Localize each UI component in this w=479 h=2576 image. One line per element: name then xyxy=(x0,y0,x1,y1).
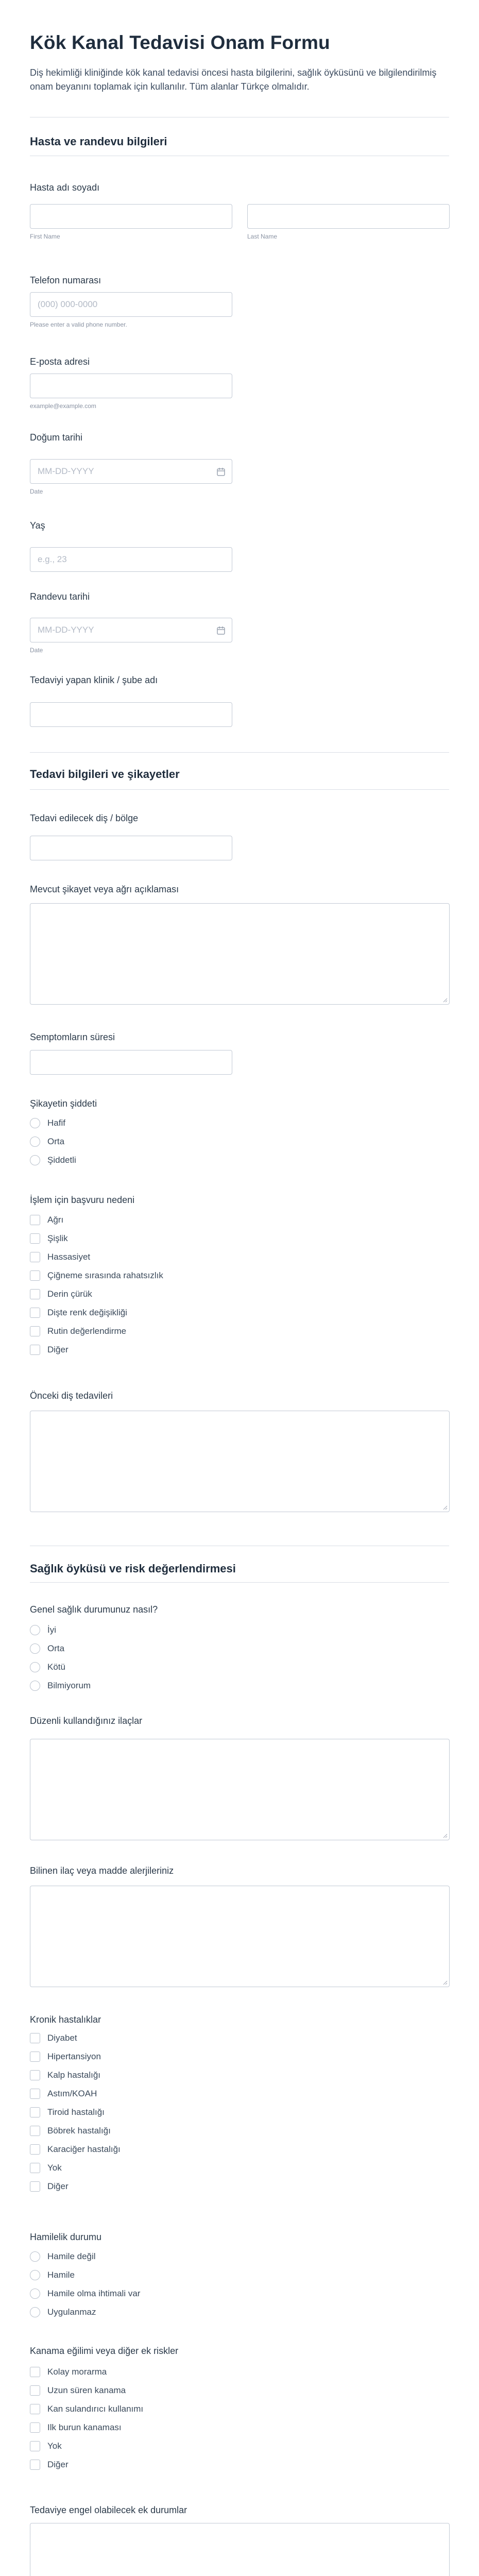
severity-options xyxy=(30,1114,76,1170)
reason-options xyxy=(30,1211,163,1359)
general-health-options xyxy=(30,1621,91,1695)
age-placeholder: e.g., 23 xyxy=(38,554,67,564)
reason-option[interactable] xyxy=(30,1303,163,1322)
resize-handle-icon[interactable] xyxy=(442,1833,448,1838)
reason-option[interactable] xyxy=(30,1211,163,1229)
clinic-input[interactable] xyxy=(30,702,232,727)
appointment-date-placeholder: MM-DD-YYYY xyxy=(38,625,94,635)
section-divider xyxy=(30,1582,449,1583)
medications-label: Düzenli kullandığınız ilaçlar xyxy=(30,1716,143,1726)
radio-button[interactable] xyxy=(30,1681,40,1691)
bleeding-risk-option[interactable] xyxy=(30,2418,143,2437)
section-title-treatment: Tedavi bilgileri ve şikayetler xyxy=(30,768,180,781)
option-label: Uzun süren kanama xyxy=(47,2385,126,2395)
checkbox[interactable] xyxy=(30,2052,40,2062)
extra-conditions-textarea[interactable] xyxy=(30,2523,450,2576)
radio-button[interactable] xyxy=(30,1625,40,1635)
checkbox[interactable] xyxy=(30,2107,40,2117)
checkbox[interactable] xyxy=(30,2367,40,2377)
phone-sublabel: Please enter a valid phone number. xyxy=(30,321,127,328)
option-label: Hamile xyxy=(47,2270,75,2280)
radio-button[interactable] xyxy=(30,1155,40,1165)
radio-button[interactable] xyxy=(30,2307,40,2317)
bleeding-risk-option[interactable] xyxy=(30,2437,143,2455)
appointment-date-label: Randevu tarihi xyxy=(30,591,90,602)
checkbox[interactable] xyxy=(30,2385,40,2396)
radio-button[interactable] xyxy=(30,1118,40,1128)
previous-treatments-textarea[interactable] xyxy=(30,1411,450,1512)
last-name-sublabel: Last Name xyxy=(247,233,278,240)
allergies-textarea[interactable] xyxy=(30,1886,450,1987)
checkbox[interactable] xyxy=(30,1326,40,1336)
dob-placeholder: MM-DD-YYYY xyxy=(38,466,94,476)
reason-option[interactable] xyxy=(30,1248,163,1266)
section-title-health: Sağlık öyküsü ve risk değerlendirmesi xyxy=(30,1562,236,1575)
section-divider xyxy=(30,789,449,790)
option-label: Rutin değerlendirme xyxy=(47,1326,127,1336)
checkbox[interactable] xyxy=(30,2033,40,2043)
section-divider xyxy=(30,752,449,753)
severity-option[interactable] xyxy=(30,1132,76,1151)
tooth-input[interactable] xyxy=(30,836,232,860)
checkbox[interactable] xyxy=(30,1345,40,1355)
option-label: Şişlik xyxy=(47,1233,68,1243)
age-input[interactable] xyxy=(30,547,232,572)
option-label: Diyabet xyxy=(47,2033,77,2043)
phone-label: Telefon numarası xyxy=(30,275,101,285)
dob-label: Doğum tarihi xyxy=(30,432,83,443)
option-label: Orta xyxy=(47,1643,65,1653)
clinic-label: Tedaviyi yapan klinik / şube adı xyxy=(30,675,158,685)
bleeding-risk-label: Kanama eğilimi veya diğer ek riskler xyxy=(30,2346,179,2356)
resize-handle-icon[interactable] xyxy=(442,997,448,1003)
general-health-option[interactable] xyxy=(30,1658,91,1676)
dob-sublabel: Date xyxy=(30,488,43,495)
checkbox[interactable] xyxy=(30,2181,40,2192)
pregnancy-option[interactable] xyxy=(30,2247,140,2266)
severity-label: Şikayetin şiddeti xyxy=(30,1098,97,1109)
checkbox[interactable] xyxy=(30,1233,40,1244)
general-health-label: Genel sağlık durumunuz nasıl? xyxy=(30,1604,158,1615)
chronic-disease-option[interactable] xyxy=(30,2029,121,2047)
tooth-label: Tedavi edilecek diş / bölge xyxy=(30,813,139,823)
age-label: Yaş xyxy=(30,520,45,531)
option-label: Diğer xyxy=(47,2460,69,2469)
first-name-sublabel: First Name xyxy=(30,233,60,240)
option-label: Tiroid hastalığı xyxy=(47,2107,105,2117)
duration-input[interactable] xyxy=(30,1050,232,1075)
option-label: Kolay morarma xyxy=(47,2367,107,2377)
option-label: Kötü xyxy=(47,1662,65,1672)
appointment-date-sublabel: Date xyxy=(30,647,43,654)
option-label: Kan sulandırıcı kullanımı xyxy=(47,2404,144,2414)
checkbox[interactable] xyxy=(30,2460,40,2470)
pregnancy-options xyxy=(30,2247,140,2321)
calendar-icon[interactable] xyxy=(216,626,226,635)
checkbox[interactable] xyxy=(30,1215,40,1225)
checkbox[interactable] xyxy=(30,2070,40,2080)
option-label: Şiddetli xyxy=(47,1155,76,1165)
option-label: Orta xyxy=(47,1137,65,1146)
section-title-patient: Hasta ve randevu bilgileri xyxy=(30,135,167,148)
reason-option[interactable] xyxy=(30,1322,163,1341)
reason-option[interactable] xyxy=(30,1285,163,1303)
form-title: Kök Kanal Tedavisi Onam Formu xyxy=(30,32,330,53)
option-label: Hafif xyxy=(47,1118,65,1128)
option-label: Bilmiyorum xyxy=(47,1681,91,1690)
option-label: Hipertansiyon xyxy=(47,2052,101,2061)
option-label: Yok xyxy=(47,2163,62,2173)
extra-conditions-label: Tedaviye engel olabilecek ek durumlar xyxy=(30,2505,187,2515)
option-label: Çiğneme sırasında rahatsızlık xyxy=(47,1270,163,1280)
medications-textarea[interactable] xyxy=(30,1739,450,1840)
phone-placeholder: (000) 000-0000 xyxy=(38,299,98,309)
pregnancy-label: Hamilelik durumu xyxy=(30,2232,102,2242)
checkbox[interactable] xyxy=(30,1308,40,1318)
radio-button[interactable] xyxy=(30,2270,40,2280)
option-label: Diğer xyxy=(47,2181,69,2191)
bleeding-risk-option[interactable] xyxy=(30,2381,143,2400)
checkbox[interactable] xyxy=(30,2089,40,2099)
bleeding-risk-options xyxy=(30,2363,143,2474)
checkbox[interactable] xyxy=(30,1289,40,1299)
general-health-option[interactable] xyxy=(30,1621,91,1639)
option-label: Uygulanmaz xyxy=(47,2307,96,2317)
bleeding-risk-option[interactable] xyxy=(30,2363,143,2381)
appointment-date-input[interactable] xyxy=(30,618,232,642)
reason-option[interactable] xyxy=(30,1266,163,1285)
checkbox[interactable] xyxy=(30,2404,40,2414)
option-label: Hamile değil xyxy=(47,2251,96,2261)
chronic-disease-option[interactable] xyxy=(30,2103,121,2122)
radio-button[interactable] xyxy=(30,1643,40,1654)
duration-label: Semptomların süresi xyxy=(30,1032,115,1042)
email-input[interactable] xyxy=(30,374,232,398)
last-name-input[interactable] xyxy=(247,204,450,229)
option-label: Derin çürük xyxy=(47,1289,92,1299)
chronic-diseases-options xyxy=(30,2029,121,2196)
email-label: E-posta adresi xyxy=(30,357,90,367)
first-name-input[interactable] xyxy=(30,204,232,229)
option-label: Diğer xyxy=(47,1345,69,1354)
radio-button[interactable] xyxy=(30,1662,40,1672)
previous-treatments-label: Önceki diş tedavileri xyxy=(30,1391,113,1401)
bleeding-risk-option[interactable] xyxy=(30,2400,143,2418)
resize-handle-icon[interactable] xyxy=(442,1980,448,1985)
option-label: Böbrek hastalığı xyxy=(47,2126,111,2136)
reason-label: İşlem için başvuru nedeni xyxy=(30,1195,135,1205)
option-label: İyi xyxy=(47,1625,56,1635)
chronic-disease-option[interactable] xyxy=(30,2177,121,2196)
checkbox[interactable] xyxy=(30,1270,40,1281)
checkbox[interactable] xyxy=(30,1252,40,1262)
option-label: Hamile olma ihtimali var xyxy=(47,2289,141,2298)
radio-button[interactable] xyxy=(30,2251,40,2262)
checkbox[interactable] xyxy=(30,2126,40,2136)
option-label: Hassasiyet xyxy=(47,1252,91,1262)
dob-input[interactable] xyxy=(30,459,232,484)
pregnancy-option[interactable] xyxy=(30,2303,140,2321)
calendar-icon[interactable] xyxy=(216,467,226,477)
reason-option[interactable] xyxy=(30,1341,163,1359)
pregnancy-option[interactable] xyxy=(30,2266,140,2284)
chronic-disease-option[interactable] xyxy=(30,2122,121,2140)
checkbox[interactable] xyxy=(30,2441,40,2451)
form-description: Diş hekimliği kliniğinde kök kanal tedavisi öncesi hasta bilgilerini, sağlık öyküsünü ve bilgilendirilmiş onam beyanını toplamak için kullanılır. Tüm alanlar Türkçe olmalıdır. xyxy=(30,67,437,92)
bleeding-risk-option[interactable] xyxy=(30,2455,143,2474)
chronic-disease-option[interactable] xyxy=(30,2159,121,2177)
patient-name-label: Hasta adı soyadı xyxy=(30,182,100,193)
form-header xyxy=(30,0,449,136)
chronic-diseases-label: Kronik hastalıklar xyxy=(30,2014,101,2025)
severity-option[interactable] xyxy=(30,1114,76,1132)
chronic-disease-option[interactable] xyxy=(30,2047,121,2066)
chronic-disease-option[interactable] xyxy=(30,2140,121,2159)
radio-button[interactable] xyxy=(30,1137,40,1147)
checkbox[interactable] xyxy=(30,2163,40,2173)
complaint-textarea[interactable] xyxy=(30,903,450,1005)
option-label: Dişte renk değişikliği xyxy=(47,1308,127,1317)
phone-input[interactable] xyxy=(30,292,232,317)
radio-button[interactable] xyxy=(30,2289,40,2299)
option-label: Ilk burun kanaması xyxy=(47,2422,122,2432)
checkbox[interactable] xyxy=(30,2144,40,2155)
reason-option[interactable] xyxy=(30,1229,163,1248)
option-label: Astım/KOAH xyxy=(47,2089,97,2098)
severity-option[interactable] xyxy=(30,1151,76,1170)
option-label: Karaciğer hastalığı xyxy=(47,2144,121,2154)
option-label: Kalp hastalığı xyxy=(47,2070,101,2080)
pregnancy-option[interactable] xyxy=(30,2284,140,2303)
chronic-disease-option[interactable] xyxy=(30,2066,121,2084)
resize-handle-icon[interactable] xyxy=(442,1505,448,1510)
email-sublabel: example@example.com xyxy=(30,402,96,410)
chronic-disease-option[interactable] xyxy=(30,2084,121,2103)
checkbox[interactable] xyxy=(30,2422,40,2433)
general-health-option[interactable] xyxy=(30,1676,91,1695)
complaint-label: Mevcut şikayet veya ağrı açıklaması xyxy=(30,884,179,894)
option-label: Yok xyxy=(47,2441,62,2451)
general-health-option[interactable] xyxy=(30,1639,91,1658)
allergies-label: Bilinen ilaç veya madde alerjileriniz xyxy=(30,1866,174,1876)
option-label: Ağrı xyxy=(47,1215,64,1225)
